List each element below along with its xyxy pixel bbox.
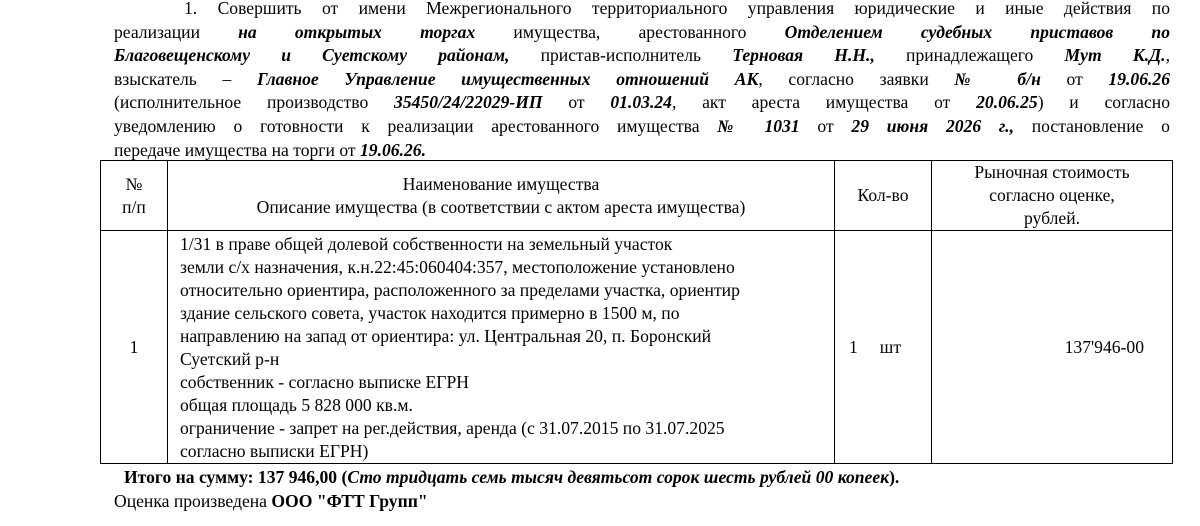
para-line-6: уведомлению о готовности к реализации арестованного имущества № 1031 от 29 июня 2026 г., постановление о [114,115,1170,136]
request-number: № б/н [954,68,1041,89]
row-description: 1/31 в праве общей долевой собственности на земельный участок земли с/х назначения, к.н.22:45:060404:357, местоположение установлено относительно ориентира, расположенного за пределами участка, ориентир здание сельского совета, участок находится примерно в 1500 м, по направлению на запад от ориентира: ул. Центральная 20, п. Боронский Суетский р-н собственник - согласно выписке ЕГРН общая площадь 5 828 000 кв.м. ограничение - запрет на рег.действия, аренда (с 31.07.2015 по 31.07.2025 согласно выписки ЕГРН) [168,231,835,464]
para-line-4: взыскатель – Главное Управление имущественных отношений АК, согласно заявки № б/н от 19.06.26 [114,68,1170,89]
para-line-1: 1. Совершить от имени Межрегионального территориального управления юридические и иные действия по [184,0,1170,18]
appraiser-org: ООО "ФТТ Групп" [271,491,428,511]
para-line-7: передаче имущества на торги от 19.06.26. [114,139,426,160]
notice-number: № 1031 [717,115,800,136]
order-paragraph [114,0,1170,162]
row-number: 1 [101,231,168,464]
para-line-2: реализации на открытых торгах имущества, арестованного Отделением судебных приставов по [114,21,1170,42]
total-sum: Итого на сумму: 137 946,00 (Сто тридцать семь тысяч девятьсот сорок шесть рублей 00 копеек). [124,467,900,487]
property-table [100,160,1173,464]
header-number: № п/п [101,161,168,231]
header-quantity: Кол-во [835,161,932,231]
claimant-name: Главное Управление имущественных отношений АК [256,68,759,89]
row-unit: шт [879,336,902,357]
enforcement-number: 35450/24/22029-ИП [394,92,543,113]
owner-name: Мут К.Д. [1064,45,1166,66]
notice-date: 29 июня 2026 г., [851,115,1014,136]
bailiff-department: Отделением судебных приставов по [784,21,1170,42]
request-date: 19.06.26 [1108,68,1170,89]
bailiff-name: Терновая Н.Н., [732,45,875,66]
header-name: Наименование имущества Описание имущества (в соответствии с актом ареста имущества) [168,161,835,231]
enforcement-date: 01.03.24 [610,92,672,113]
table-header-row [101,161,1173,231]
table-row [101,231,1173,464]
row-price: 137'946-00 [932,231,1173,464]
arrest-date: 20.06.25 [976,92,1038,113]
para-line-3: Благовещенскому и Суетскому районам, пристав-исполнитель Терновая Н.Н., принадлежащего Мут К.Д., [114,45,1170,66]
auction-type: на открытых торгах [238,21,476,42]
appraiser-line: Оценка произведена ООО "ФТТ Групп" [114,491,428,511]
para-line-5: (исполнительное производство 35450/24/22029-ИП от 01.03.24, акт ареста имущества от 20.06.25) и согласно [114,92,1171,113]
header-price: Рыночная стоимость согласно оценке, рублей. [932,161,1173,231]
total-in-words: Сто тридцать семь тысяч девятьсот сорок шесть рублей 00 копеек [347,467,890,487]
transfer-date: 19.06.26. [360,139,426,160]
row-quantity: 1 шт [835,231,932,464]
